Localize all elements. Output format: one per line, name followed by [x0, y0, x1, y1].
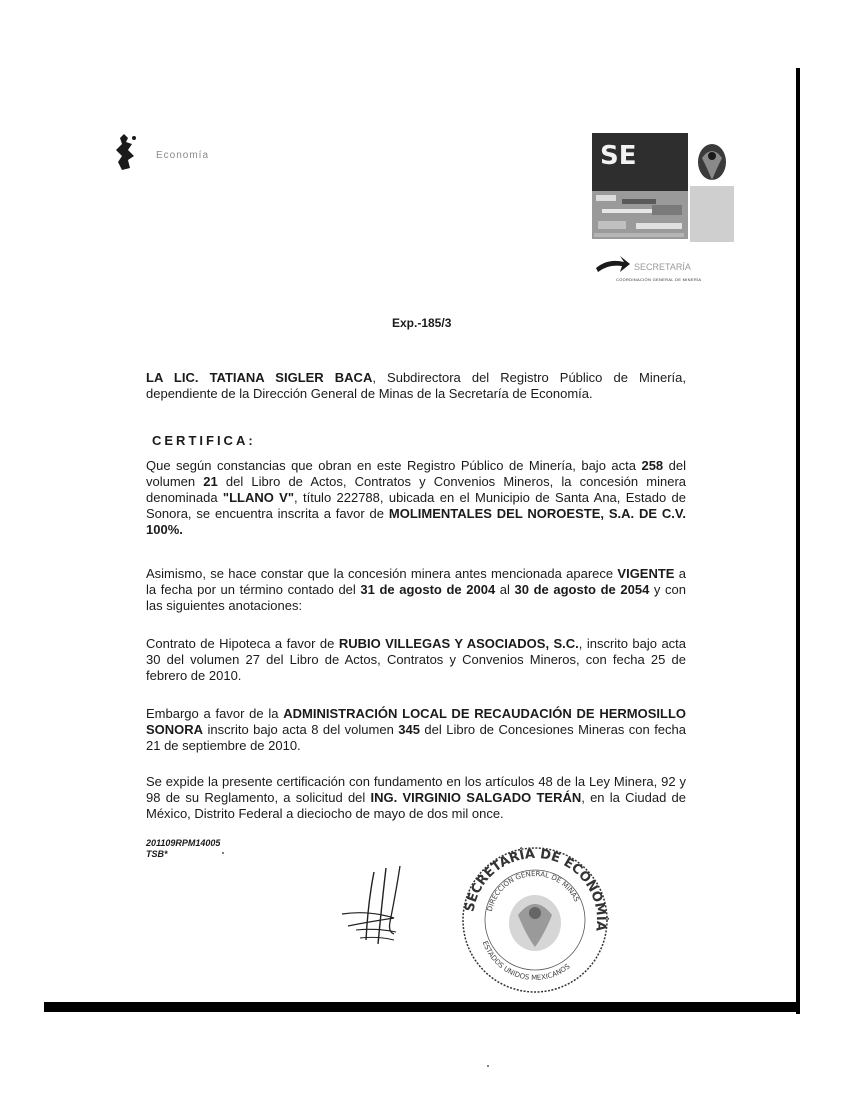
paragraph-embargo: Embargo a favor de la ADMINISTRACIÓN LOCAL DE RECAUDACIÓN DE HERMOSILLO SONORA inscrito bajo acta 8 del volumen 345 del Libro de Concesiones Mineras con fecha 21 de septiembre de 2010. [146, 706, 686, 753]
small-logo-text: SECRETARÍA [634, 262, 691, 272]
paragraph-vigencia: Asimismo, se hace constar que la concesión minera antes mencionada aparece VIGENTE a la fecha por un término contado del 31 de agosto de 2004 al 30 de agosto de 2054 y con las siguientes anotaciones: [146, 566, 687, 613]
titular-name: MOLIMENTALES DEL NOROESTE, S.A. DE C.V. 100%. [146, 506, 686, 537]
seal-bottom-text: ESTADOS UNIDOS MEXICANOS [480, 939, 572, 983]
expediente-number: Exp.-185/3 [392, 316, 452, 330]
paragraph-hipoteca: Contrato de Hipoteca a favor de RUBIO VILLEGAS Y ASOCIADOS, S.C., inscrito bajo acta 30 del volumen 27 del Libro de Actos, Contratos y Convenios Mineros, con fecha 25 de febrero de 2010. [146, 636, 687, 683]
page-border-bottom [44, 1002, 800, 1012]
eagle-emblem-icon [114, 132, 140, 172]
certifica-heading: CERTIFICA: [152, 433, 256, 448]
paragraph-expedicion: Se expide la presente certificación con fundamento en los artículos 48 de la Ley Minera, 92 y 98 de su Reglamento, a solicitud del ING. VIRGINIO SALGADO TERÁN, en la Ciudad de México, Distrito Federal a dieciocho de mayo de dos mil once. [146, 774, 687, 821]
reference-code: 201109RPM14005 [146, 838, 221, 848]
intro-paragraph: LA LIC. TATIANA SIGLER BACA, Subdirectora del Registro Público de Minería, dependiente de la Dirección General de Minas de la Secretaría de Economía. [146, 370, 686, 401]
reference-block [146, 838, 220, 860]
seal-inner-text: DIRECCIÓN GENERAL DE MINAS [485, 869, 581, 913]
speck [487, 1065, 489, 1067]
official-name: LA LIC. TATIANA SIGLER BACA [146, 370, 373, 385]
header-texture-strip [690, 186, 734, 242]
left-logo-text: Economía [156, 150, 210, 161]
paragraph-registro: Que según constancias que obran en este Registro Público de Minería, bajo acta 258 del volumen 21 del Libro de Actos, Contratos y Convenios Mineros, la concesión minera denominada "LLANO V", título 222788, ubicada en el Municipio de Santa Ana, Estado de Sonora, se encuentra inscrita a favor de MOLIMENTALES DEL NOROESTE, S.A. DE C.V. 100%. [146, 458, 687, 537]
status-vigente: VIGENTE [617, 566, 675, 581]
seal-eagle-icon [509, 895, 561, 951]
page-border-right [796, 68, 800, 1014]
eagle-shield-icon [694, 140, 730, 184]
speck [222, 852, 224, 854]
tiny-caption: COORDINACIÓN GENERAL DE MINERÍA [616, 277, 702, 282]
signature-image [338, 862, 438, 948]
se-logo-texture [592, 191, 688, 239]
arrow-logo-icon [594, 254, 630, 274]
se-logo-text: SE [600, 141, 637, 171]
se-logo [592, 133, 688, 239]
initials: TSB* [146, 849, 168, 859]
official-seal-image [460, 845, 610, 995]
seal-outer-text: SECRETARÍA DE ECONOMÍA [462, 846, 609, 932]
